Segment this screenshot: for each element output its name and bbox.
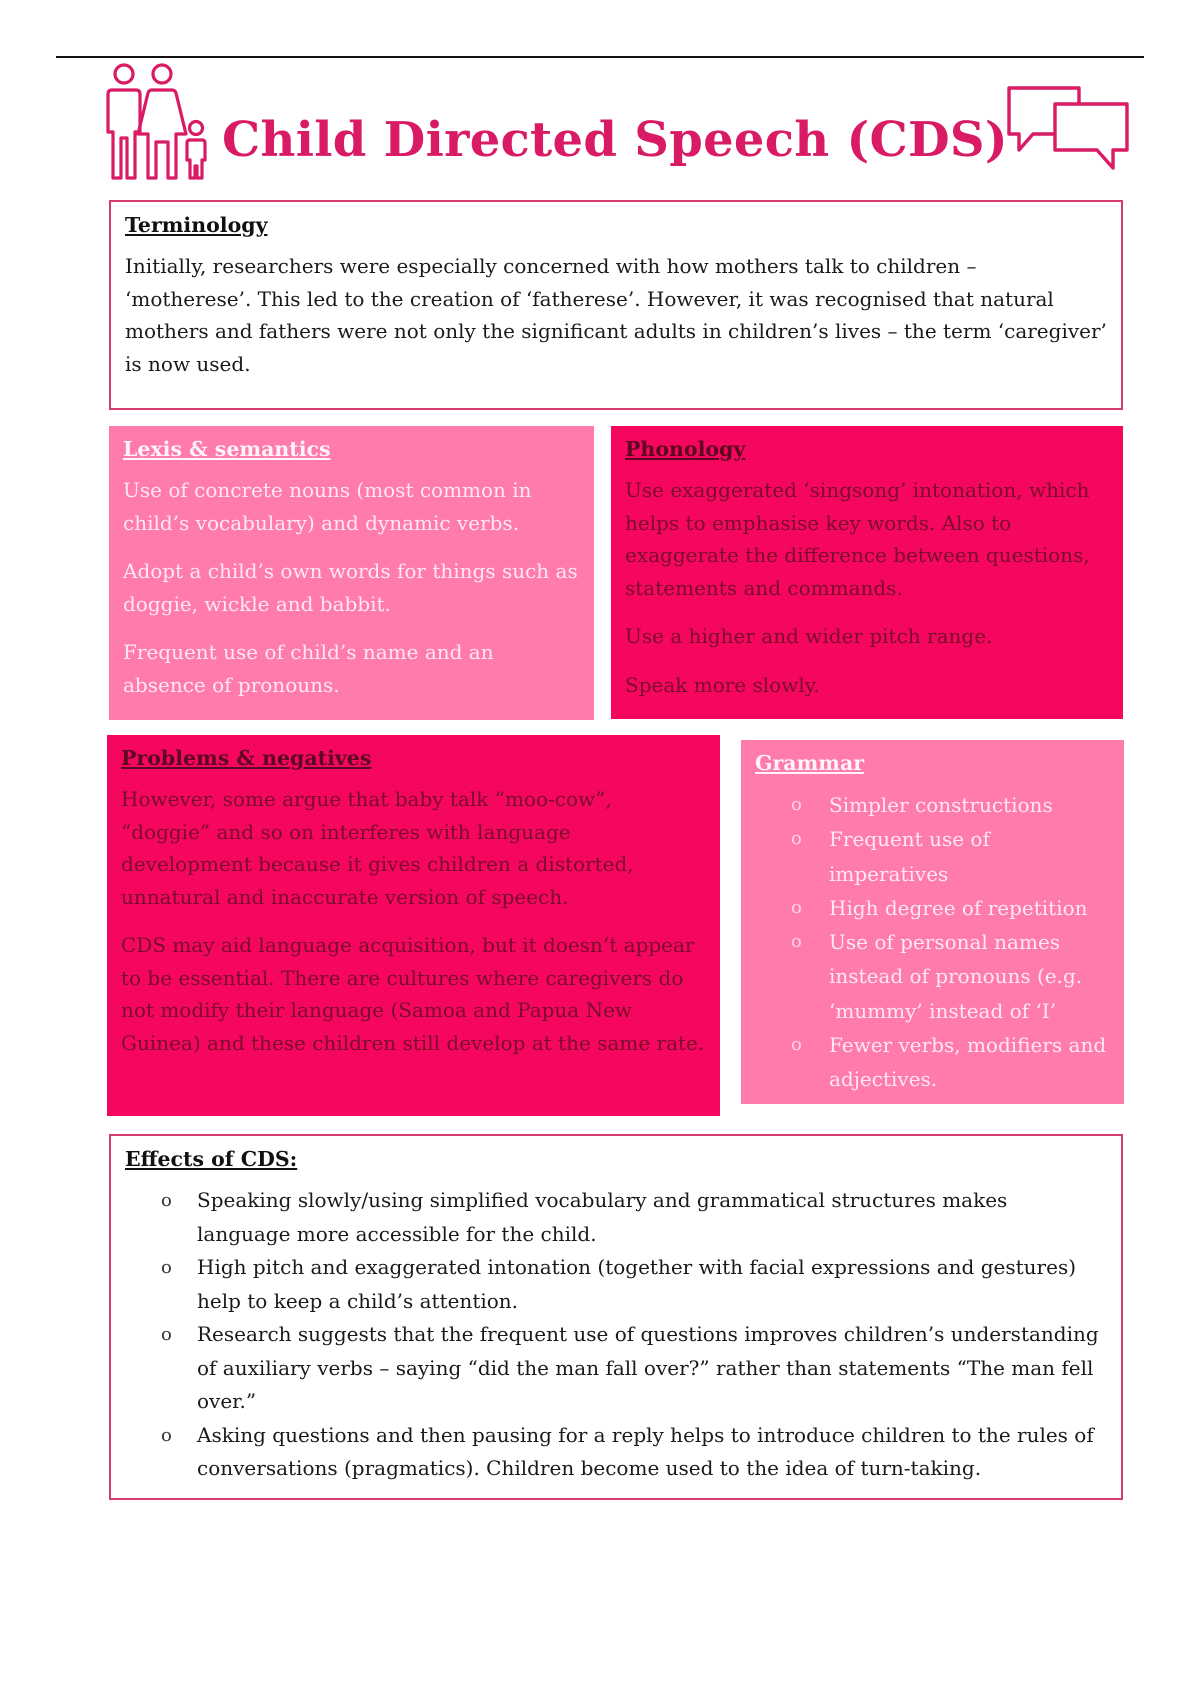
grammar-heading: Grammar — [755, 751, 865, 775]
terminology-text: Initially, researchers were especially concerned with how mothers talk to children – ‘motherese’. This led to the creation of ‘fatherese’. However, it was recognised that natural mothers and fathers were not only the significant adults in children’s lives – the term ‘caregiver’ is now used. — [125, 254, 1107, 376]
list-item: o Speaking slowly/using simplified vocabulary and grammatical structures makes language more accessible for the child. — [197, 1184, 1107, 1251]
top-rule — [56, 56, 1144, 58]
lexis-semantics-box — [109, 426, 594, 720]
list-item: o Use of personal names instead of pronouns (e.g. ‘mummy’ instead of ‘I’ — [829, 925, 1110, 1028]
list-item: o High degree of repetition — [829, 891, 1110, 925]
lexis-paragraph: Adopt a child’s own words for things such as doggie, wickle and babbit. — [123, 559, 578, 616]
list-item: o Frequent use of imperatives — [829, 822, 1110, 891]
terminology-box — [109, 200, 1123, 410]
phonology-paragraph: Speak more slowly. — [625, 672, 820, 697]
problems-paragraph: However, some argue that baby talk “moo-cow”, “doggie” and so on interferes with language development because it gives children a distorted, unnatural and inaccurate version of speech. — [121, 787, 634, 909]
effects-list — [125, 1184, 1107, 1486]
problems-negatives-heading: Problems & negatives — [121, 746, 372, 770]
lexis-paragraph: Use of concrete nouns (most common in child’s vocabulary) and dynamic verbs. — [123, 478, 532, 535]
terminology-heading: Terminology — [125, 213, 268, 237]
phonology-paragraph: Use a higher and wider pitch range. — [625, 624, 993, 648]
speech-bubbles-icon — [1005, 84, 1131, 174]
problems-negatives-box — [107, 735, 720, 1116]
page-header — [100, 62, 1130, 188]
effects-heading: Effects of CDS: — [125, 1147, 298, 1171]
family-icon — [100, 62, 224, 180]
grammar-box — [741, 740, 1124, 1104]
phonology-paragraph: Use exaggerated ‘singsong’ intonation, which helps to emphasise key words. Also to exaggerate the difference between questions, statements and commands. — [625, 478, 1090, 600]
phonology-heading: Phonology — [625, 437, 746, 461]
phonology-box — [611, 426, 1123, 719]
list-item: o Asking questions and then pausing for a reply helps to introduce children to the rules of conversations (pragmatics). Children become used to the idea of turn-taking. — [197, 1419, 1107, 1486]
lexis-semantics-heading: Lexis & semantics — [123, 437, 331, 461]
list-item: o High pitch and exaggerated intonation (together with facial expressions and gestures) help to keep a child’s attention. — [197, 1251, 1107, 1318]
problems-paragraph: CDS may aid language acquisition, but it doesn’t appear to be essential. There are cultures where caregivers do not modify their language (Samoa and Papua New Guinea) and these children still develop at the same rate. — [121, 933, 705, 1055]
list-item: o Fewer verbs, modifiers and adjectives. — [829, 1028, 1110, 1097]
effects-box — [109, 1134, 1123, 1500]
grammar-list — [755, 788, 1110, 1097]
lexis-paragraph: Frequent use of child’s name and an absence of pronouns. — [123, 640, 494, 697]
list-item: o Research suggests that the frequent use of questions improves children’s understanding of auxiliary verbs – saying “did the man fall over?” rather than statements “The man fell over.” — [197, 1318, 1107, 1419]
page-title: Child Directed Speech (CDS) — [222, 112, 1008, 168]
list-item: o Simpler constructions — [829, 788, 1110, 822]
